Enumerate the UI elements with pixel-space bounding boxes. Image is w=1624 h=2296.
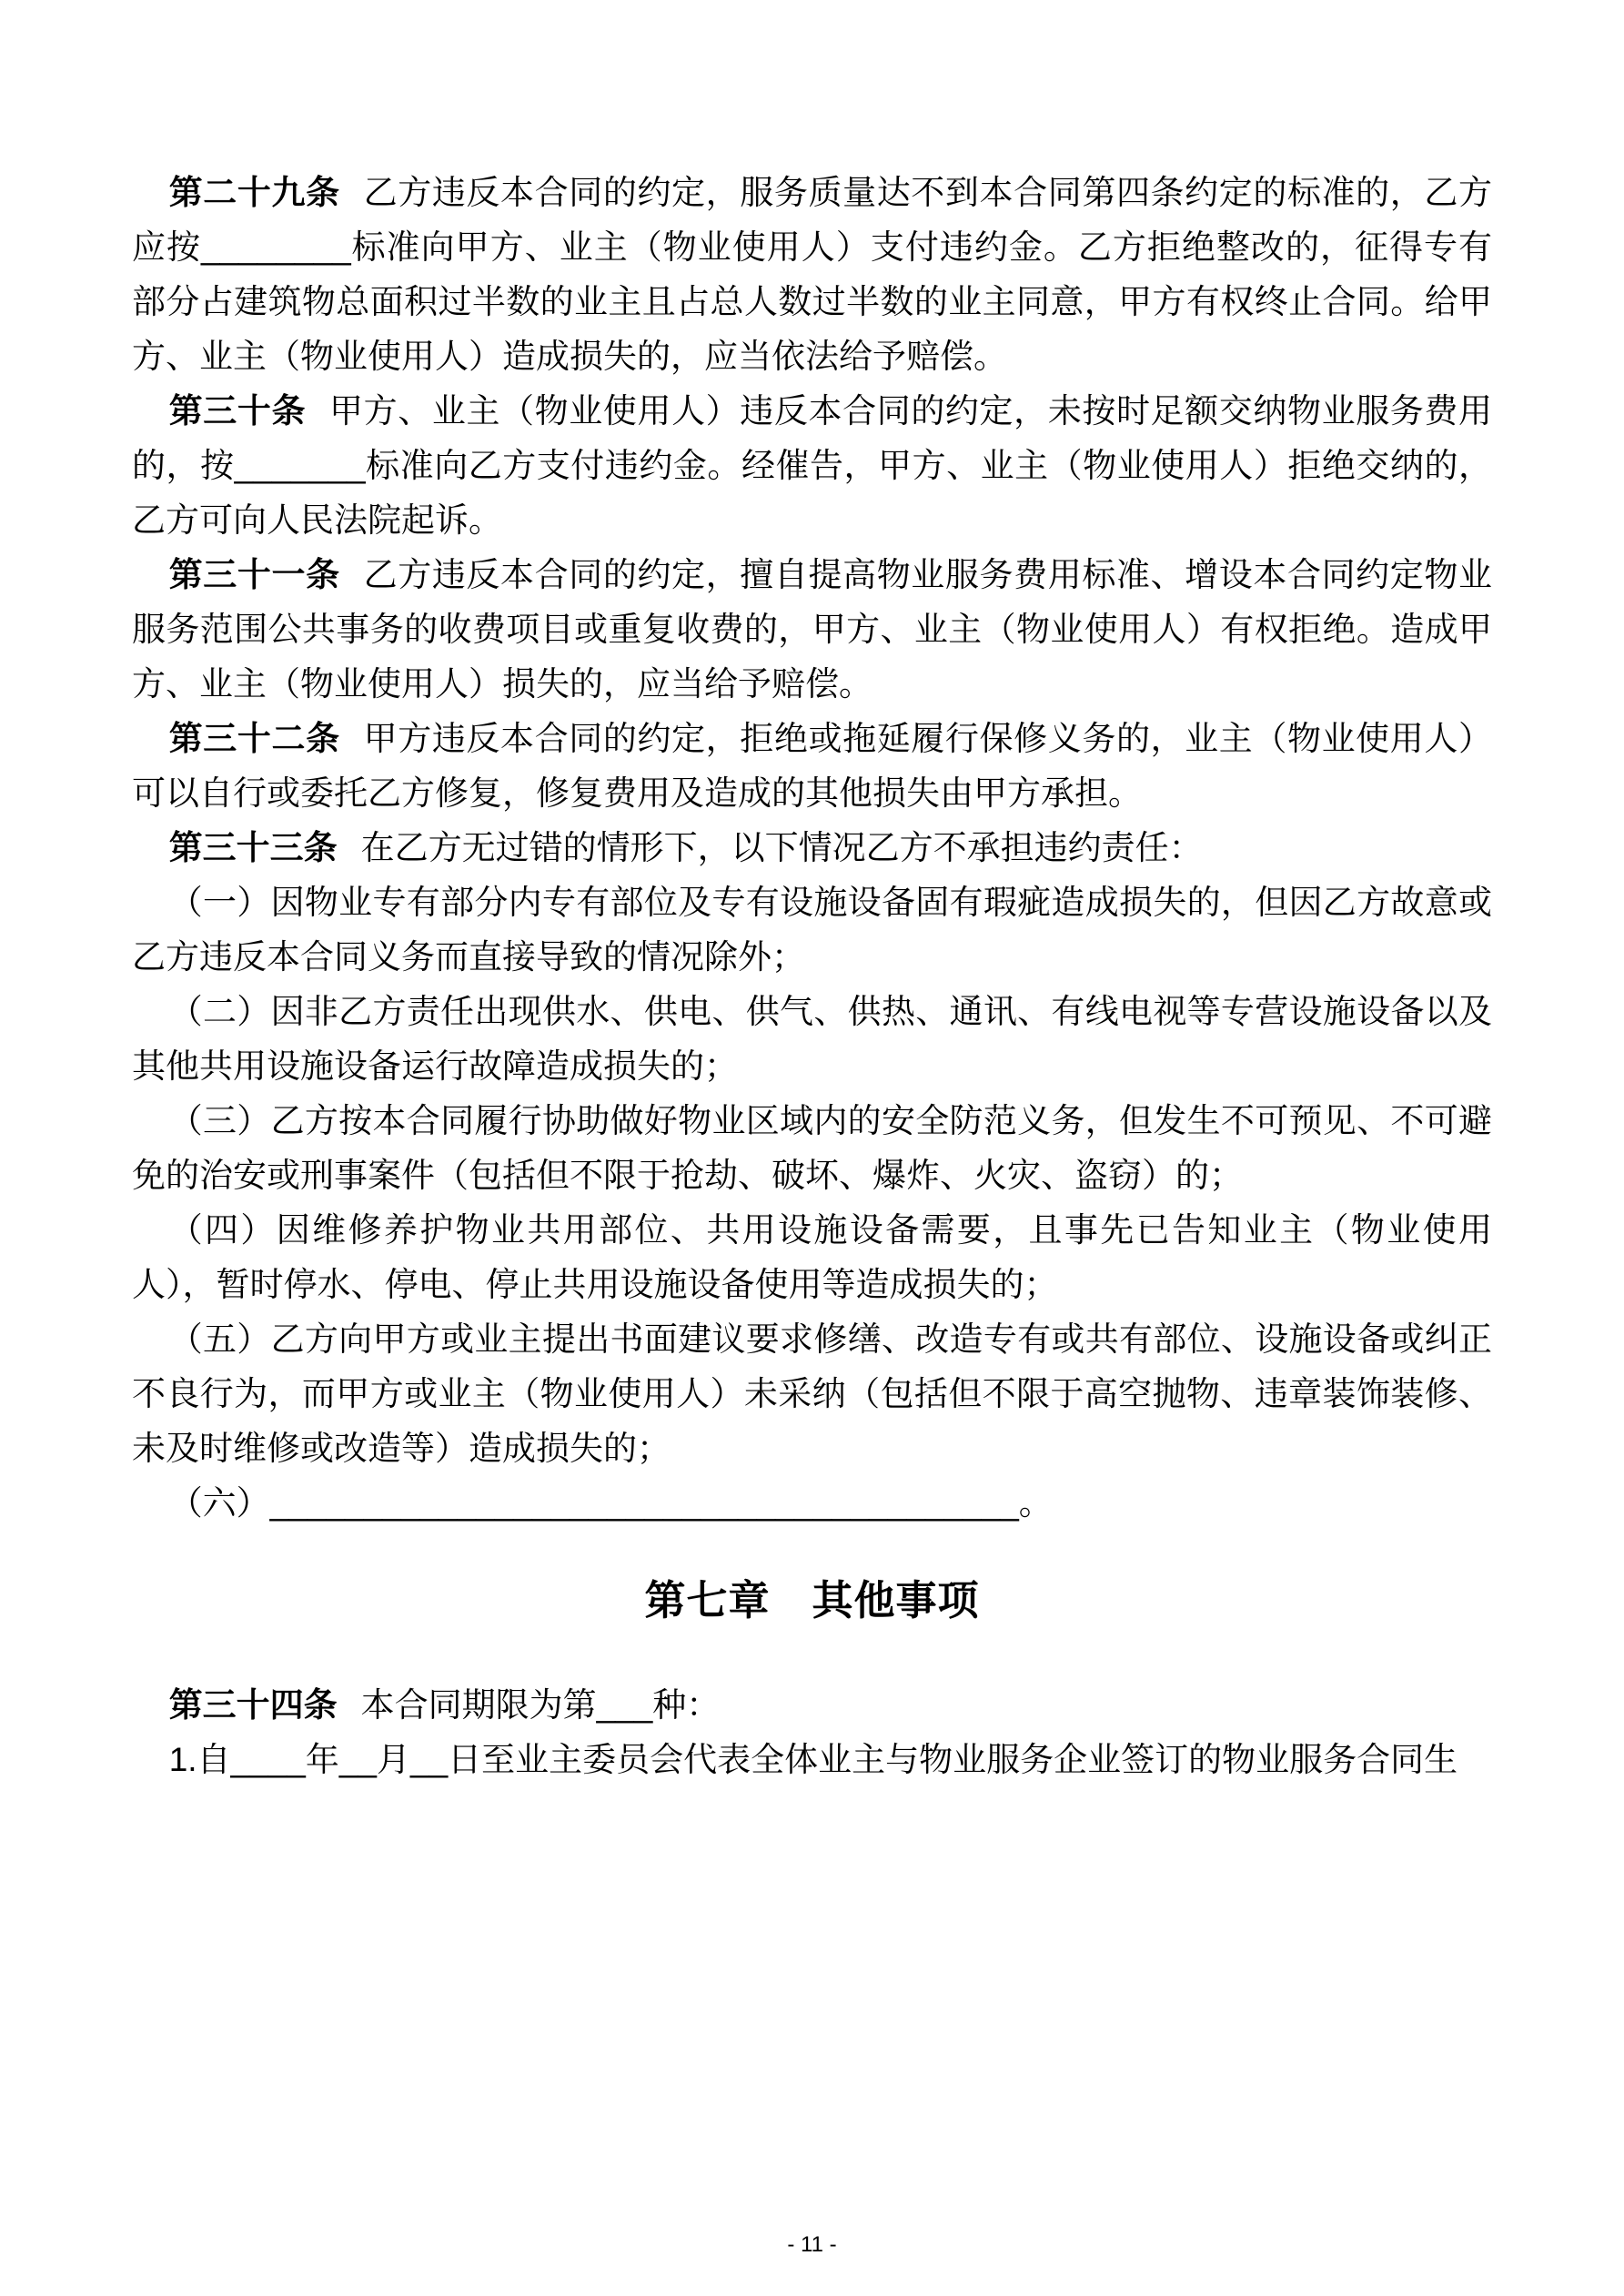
clause-29: [132, 166, 1492, 384]
clause-33-item-6-blank-line: [132, 1476, 1492, 1531]
clause-33-item-4-text: （四）因维修养护物业共用部位、共用设施设备需要，且事先已告知业主（物业使用人），暂时停水、停电、停止共用设施设备使用等造成损失的；: [132, 1211, 1492, 1303]
clause-33-number: 第三十三条: [168, 829, 338, 866]
clause-33-item-4: [132, 1203, 1492, 1312]
clause-32-text: 甲方违反本合同的约定，拒绝或拖延履行保修义务的，业主（物业使用人）可以自行或委托乙方修复，修复费用及造成的其他损失由甲方承担。: [132, 720, 1492, 812]
clause-32: [132, 712, 1492, 821]
clause-33-item-5-text: （五）乙方向甲方或业主提出书面建议要求修缮、改造专有或共有部位、设施设备或纠正不良行为，而甲方或业主（物业使用人）未采纳（包括但不限于高空抛物、违章装饰装修、未及时维修或改造等）造成损失的；: [132, 1320, 1492, 1467]
clause-33-item-2-text: （二）因非乙方责任出现供水、供电、供气、供热、通讯、有线电视等专营设施设备以及其他共用设施设备运行故障造成损失的；: [132, 993, 1492, 1085]
clause-33-item-2: [132, 985, 1492, 1094]
clause-30-number: 第三十条: [168, 392, 307, 430]
clause-31-number: 第三十一条: [168, 556, 340, 593]
clause-31: [132, 548, 1492, 712]
clause-34-option-1: [132, 1733, 1492, 1787]
clause-30: [132, 384, 1492, 548]
clause-34-option-1-text: 1.自____年__月__日至业主委员会代表全体业主与物业服务企业签订的物业服务合同生: [168, 1740, 1458, 1778]
clause-33-item-1-text: （一）因物业专有部分内专有部位及专有设施设备固有瑕疵造成损失的，但因乙方故意或乙方违反本合同义务而直接导致的情况除外；: [132, 884, 1492, 976]
clause-33-item-3: [132, 1094, 1492, 1203]
clause-30-text: 甲方、业主（物业使用人）违反本合同的约定，未按时足额交纳物业服务费用的，按_______标准向乙方支付违约金。经催告，甲方、业主（物业使用人）拒绝交纳的，乙方可向人民法院起诉。: [132, 392, 1493, 539]
clause-29-number: 第二十九条: [168, 174, 340, 211]
clause-33-item-6-text: （六）________________________________________。: [168, 1484, 1053, 1522]
clause-33-item-3-text: （三）乙方按本合同履行协助做好物业区域内的安全防范义务，但发生不可预见、不可避免的治安或刑事案件（包括但不限于抢劫、破坏、爆炸、火灾、盗窃）的；: [132, 1102, 1492, 1194]
clause-34: [132, 1678, 1492, 1733]
clause-33-item-1: [132, 875, 1492, 985]
contract-body: [132, 166, 1492, 1787]
page-number: - 11 -: [787, 2232, 837, 2257]
clause-33: [132, 821, 1492, 875]
clause-29-text: 乙方违反本合同的约定，服务质量达不到本合同第四条约定的标准的，乙方应按________标准向甲方、业主（物业使用人）支付违约金。乙方拒绝整改的，征得专有部分占建筑物总面积过半数的业主且占总人数过半数的业主同意，甲方有权终止合同。给甲方、业主（物业使用人）造成损失的，应当依法给予赔偿。: [132, 174, 1492, 375]
clause-32-number: 第三十二条: [168, 720, 340, 757]
clause-33-text: 在乙方无过错的情形下，以下情况乙方不承担违约责任：: [360, 829, 1203, 866]
clause-34-text: 本合同期限为第___种：: [360, 1685, 721, 1724]
clause-31-text: 乙方违反本合同的约定，擅自提高物业服务费用标准、增设本合同约定物业服务范围公共事务的收费项目或重复收费的，甲方、业主（物业使用人）有权拒绝。造成甲方、业主（物业使用人）损失的，应当给予赔偿。: [132, 556, 1492, 703]
clause-34-number: 第三十四条: [168, 1685, 338, 1724]
clause-33-item-5: [132, 1312, 1492, 1476]
chapter-heading: 第七章 其他事项: [644, 1577, 980, 1623]
